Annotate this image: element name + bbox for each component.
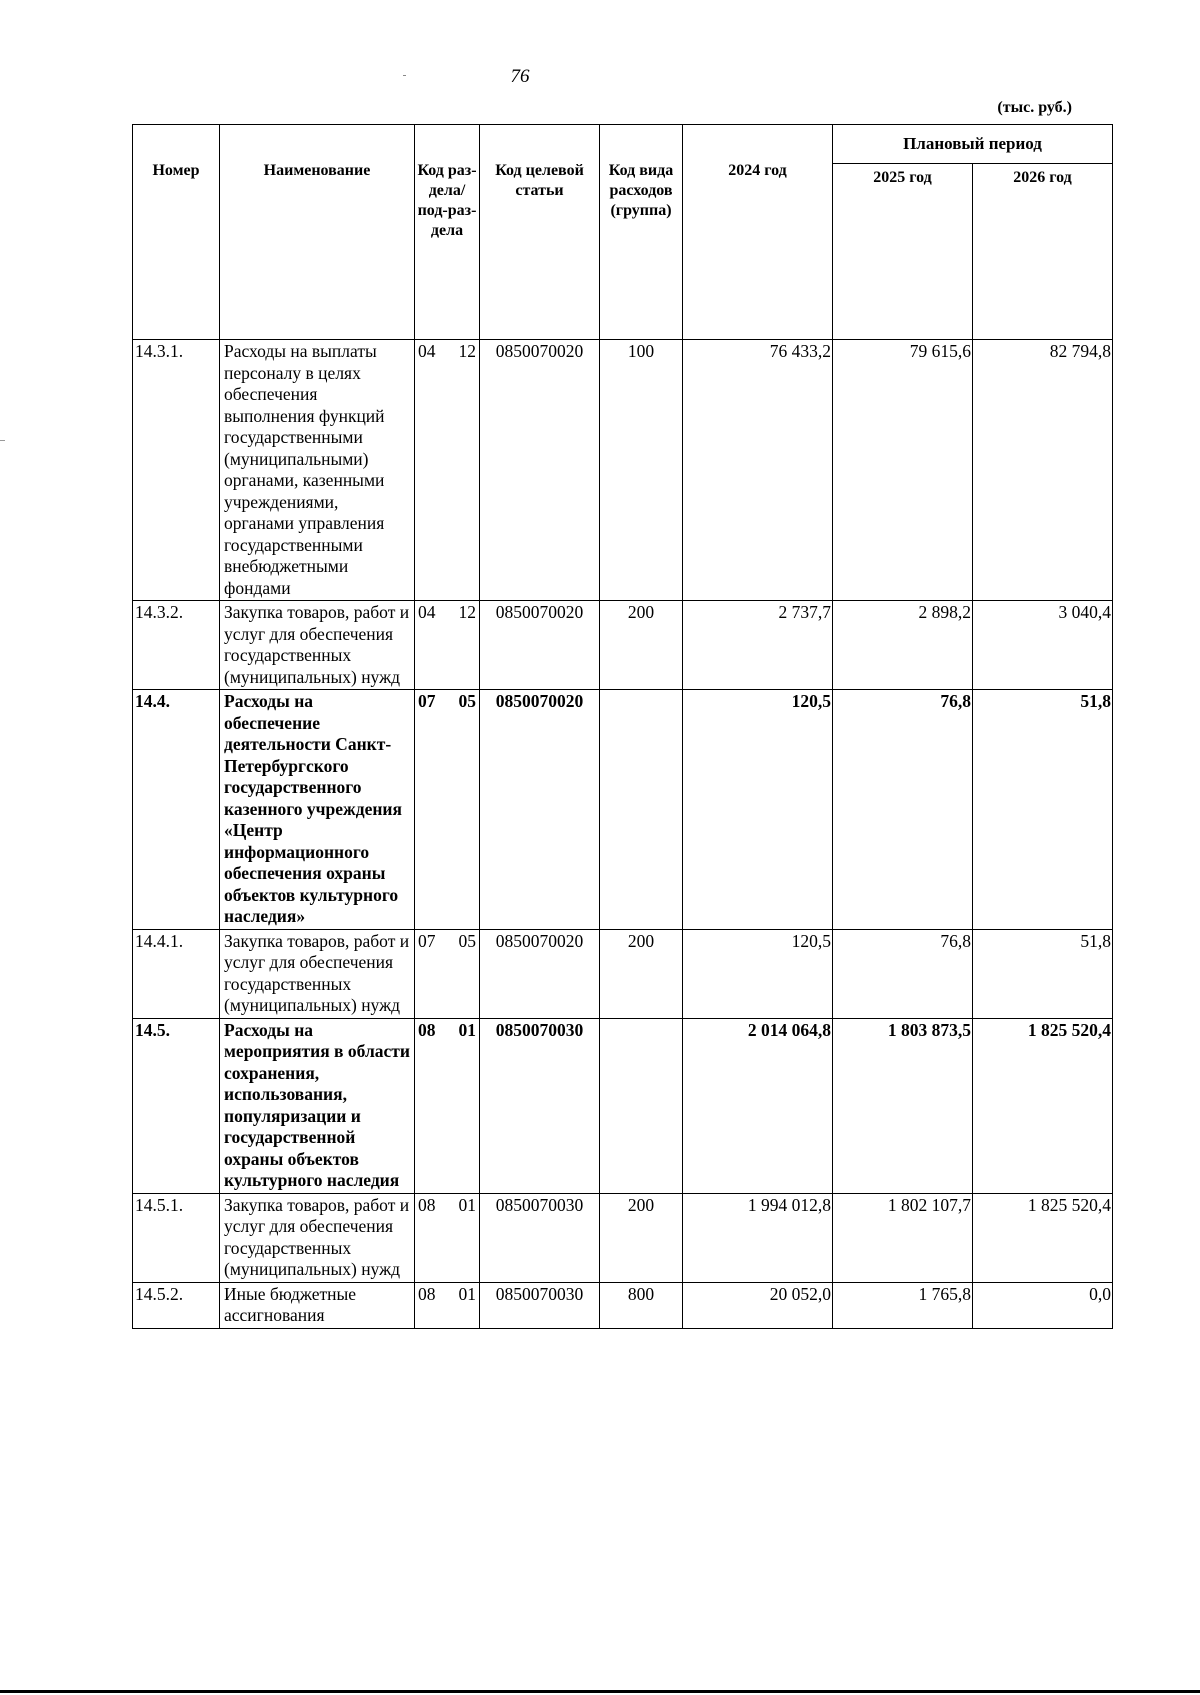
row-section-code — [415, 1282, 480, 1328]
row-target-code: 0850070020 — [480, 929, 600, 1018]
row-expense-type: 200 — [600, 601, 683, 690]
row-name: Расходы на выплаты персоналу в целях обеспечения выполнения функций государственными (муниципальными) органами, казенными учреждениями, органами управления государственными внебюджетными фондами — [220, 340, 415, 601]
table-row — [133, 1282, 1113, 1328]
row-expense-type: 100 — [600, 340, 683, 601]
units-label: (тыс. руб.) — [997, 99, 1072, 116]
row-section: 04 — [418, 341, 436, 361]
col-header-name: Наименование — [220, 125, 415, 340]
page-number: 76 — [510, 66, 530, 87]
row-expense-type — [600, 690, 683, 930]
col-header-number: Номер — [133, 125, 220, 340]
row-section: 08 — [418, 1283, 436, 1304]
row-subsection: 05 — [458, 930, 476, 951]
row-value-2026: 1 825 520,4 — [973, 1018, 1113, 1193]
row-section-code — [415, 1018, 480, 1193]
row-target-code: 0850070030 — [480, 1193, 600, 1282]
col-header-target-code: Код целевой статьи — [480, 125, 600, 340]
row-section: 07 — [418, 930, 436, 951]
table-row — [133, 1018, 1113, 1193]
row-value-2025: 76,8 — [833, 929, 973, 1018]
scan-bottom-edge — [0, 1690, 1200, 1693]
table-body — [133, 340, 1113, 1329]
row-value-2025: 1 802 107,7 — [833, 1193, 973, 1282]
row-value-2026: 82 794,8 — [973, 340, 1113, 601]
row-subsection: 12 — [458, 602, 476, 622]
scan-mark — [0, 440, 5, 441]
row-value-2024: 2 014 064,8 — [683, 1018, 833, 1193]
col-header-2026: 2026 год — [973, 164, 1113, 340]
row-number: 14.5.2. — [133, 1282, 220, 1328]
row-subsection: 01 — [458, 1283, 476, 1304]
row-expense-type: 800 — [600, 1282, 683, 1328]
row-section-code — [415, 340, 480, 601]
row-section-code — [415, 1193, 480, 1282]
row-section-code — [415, 690, 480, 930]
col-header-expense-type: Код вида расходов (группа) — [600, 125, 683, 340]
row-target-code: 0850070030 — [480, 1018, 600, 1193]
row-value-2024: 76 433,2 — [683, 340, 833, 601]
row-value-2024: 20 052,0 — [683, 1282, 833, 1328]
row-name: Закупка товаров, работ и услуг для обеспечения государственных (муниципальных) нужд — [220, 1193, 415, 1282]
row-number: 14.4.1. — [133, 929, 220, 1018]
row-value-2026: 51,8 — [973, 690, 1113, 930]
row-section: 08 — [418, 1194, 436, 1215]
row-value-2025: 1 803 873,5 — [833, 1018, 973, 1193]
col-header-2024: 2024 год — [683, 125, 833, 340]
row-subsection: 01 — [458, 1019, 476, 1040]
row-expense-type: 200 — [600, 1193, 683, 1282]
row-target-code: 0850070020 — [480, 690, 600, 930]
col-header-section-code: Код раз-дела/ под-раз-дела — [415, 125, 480, 340]
row-name: Закупка товаров, работ и услуг для обеспечения государственных (муниципальных) нужд — [220, 929, 415, 1018]
row-value-2025: 79 615,6 — [833, 340, 973, 601]
row-value-2026: 0,0 — [973, 1282, 1113, 1328]
table-row — [133, 690, 1113, 930]
row-number: 14.3.1. — [133, 340, 220, 601]
budget-table — [132, 124, 1113, 1329]
table-row — [133, 929, 1113, 1018]
row-name: Закупка товаров, работ и услуг для обеспечения государственных (муниципальных) нужд — [220, 601, 415, 690]
row-number: 14.3.2. — [133, 601, 220, 690]
row-expense-type — [600, 1018, 683, 1193]
row-value-2026: 51,8 — [973, 929, 1113, 1018]
row-value-2026: 1 825 520,4 — [973, 1193, 1113, 1282]
row-expense-type: 200 — [600, 929, 683, 1018]
table-row — [133, 340, 1113, 601]
row-value-2024: 2 737,7 — [683, 601, 833, 690]
row-subsection: 01 — [458, 1194, 476, 1215]
row-subsection: 12 — [458, 341, 476, 361]
row-value-2024: 1 994 012,8 — [683, 1193, 833, 1282]
row-target-code: 0850070030 — [480, 1282, 600, 1328]
col-header-planned-period: Плановый период — [833, 125, 1113, 164]
row-subsection: 05 — [458, 691, 476, 711]
row-name: Расходы на обеспечение деятельности Санкт-Петербургского государственного казенного учреждения «Центр информационного обеспечения охраны объектов культурного наследия» — [220, 690, 415, 930]
row-section: 08 — [418, 1019, 436, 1040]
table-row — [133, 601, 1113, 690]
table-row — [133, 1193, 1113, 1282]
row-section: 07 — [418, 691, 436, 711]
row-value-2026: 3 040,4 — [973, 601, 1113, 690]
row-section-code — [415, 929, 480, 1018]
row-target-code: 0850070020 — [480, 601, 600, 690]
row-number: 14.5. — [133, 1018, 220, 1193]
row-value-2025: 2 898,2 — [833, 601, 973, 690]
row-value-2024: 120,5 — [683, 690, 833, 930]
row-value-2025: 76,8 — [833, 690, 973, 930]
row-value-2025: 1 765,8 — [833, 1282, 973, 1328]
row-name: Иные бюджетные ассигнования — [220, 1282, 415, 1328]
row-name: Расходы на мероприятия в области сохранения, использования, популяризации и государственной охраны объектов культурного наследия — [220, 1018, 415, 1193]
row-section-code — [415, 601, 480, 690]
row-target-code: 0850070020 — [480, 340, 600, 601]
row-section: 04 — [418, 602, 436, 622]
row-number: 14.4. — [133, 690, 220, 930]
row-number: 14.5.1. — [133, 1193, 220, 1282]
row-value-2024: 120,5 — [683, 929, 833, 1018]
col-header-2025: 2025 год — [833, 164, 973, 340]
